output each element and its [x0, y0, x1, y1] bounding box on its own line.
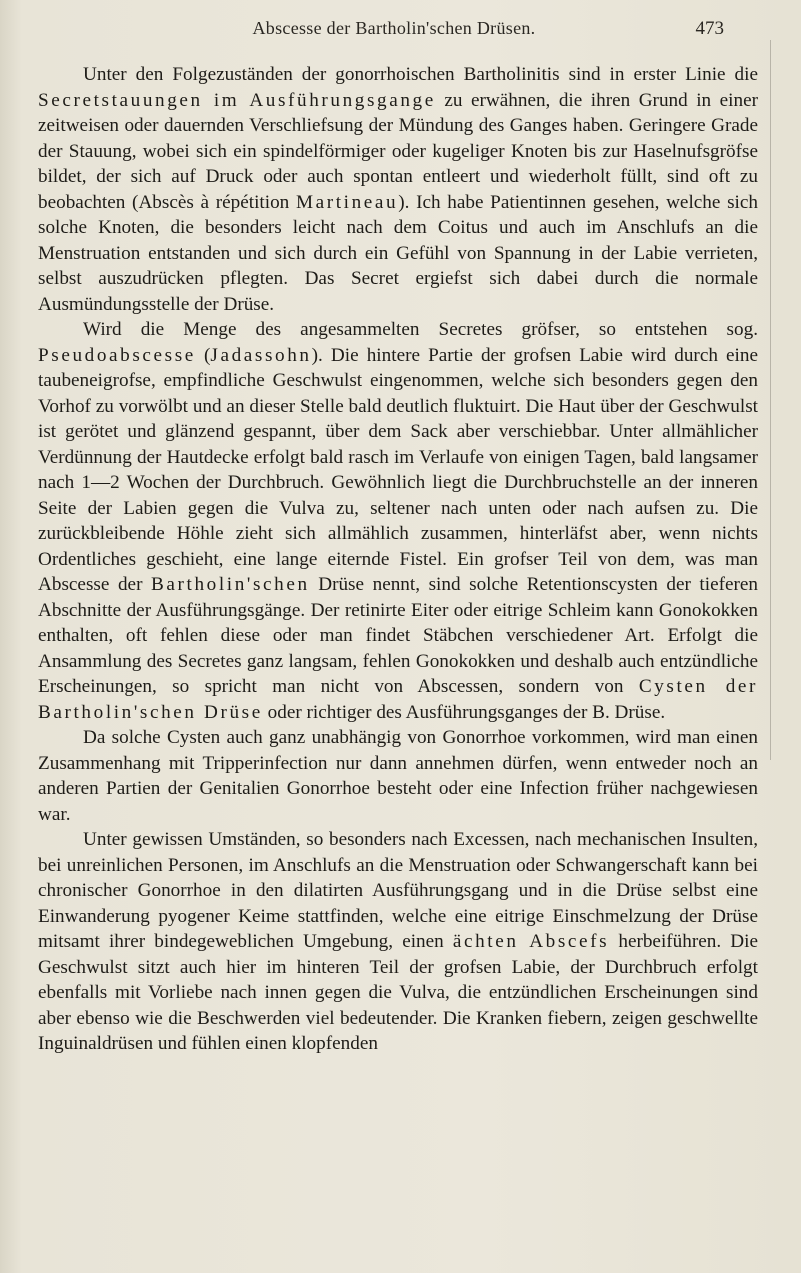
text-run: ). Ich habe Patientinnen gesehen, welche sich solche Knoten, die besonders leicht nach dem Coitus und auch im Anschlufs an die Menstruation entstanden und sich durch ein Gefühl von Spannung in der Labie verrieten, selbst auszudrücken pflegten. Das Secret ergiefst sich dabei durch die normale Ausmündungsstelle der Drüse.: [38, 191, 758, 315]
paragraph-1: [38, 62, 758, 317]
page-edge-line: [770, 40, 771, 760]
text-run: Unter den Folgezuständen der gonorrhoischen Bartholinitis sind in erster Linie die: [83, 64, 758, 85]
paragraph-3: [38, 725, 758, 827]
spaced-term: Cysten der Bartholin'schen Drüse: [38, 676, 758, 723]
paragraph-4: [38, 827, 758, 1057]
spaced-author: Martineau: [295, 191, 399, 213]
page-number: 473: [695, 18, 724, 39]
spaced-term: ächten Abscefs: [452, 931, 610, 952]
running-title: Abscesse der Bartholin'schen Drüsen.: [252, 18, 536, 38]
spaced-term: Pseudoabscesse: [38, 344, 196, 366]
text-run: Wird die Menge des angesammelten Secretes gröfser, so entstehen sog.: [83, 319, 758, 340]
page-header: [64, 12, 724, 42]
spaced-name: Bartholin'schen: [151, 574, 310, 595]
text-run: herbeiführen. Die Geschwulst sitzt auch hier im hinteren Teil der grofsen Labie, der Durchbruch erfolgt ebenfalls mit Vorliebe nach innen gegen die Vulva, die entzündlichen Erscheinungen sind aber ebenso wie die Beschwerden viel bedeutender. Die Kranken fiebern, zeigen geschwellte Inguinaldrüsen und fühlen einen klopfenden: [38, 931, 758, 1054]
text-run: ). Die hintere Partie der grofsen Labie wird durch eine taubeneigrofse, empfindliche Geschwulst eingenommen, welche sich besonders gegen den Vorhof zu vorwölbt und an dieser Stelle bald deutlich fluktuirt. Die Haut über der Geschwulst ist gerötet und glänzend gespannt, über dem Sack aber verschiebbar. Unter allmählicher Verdünnung der Hautdecke erfolgt bald rasch im Verlaufe von einigen Tagen, bald langsamer nach 1—2 Wochen der Durchbruch. Gewöhnlich liegt die Durchbruchstelle an der inneren Seite der Labien gegen die Vulva zu, seltener nach unten oder nach aufsen zu. Die zurückbleibende Höhle zieht sich allmählich zusammen, hinterläfst aber, wenn nichts Ordentliches geschieht, eine lange eiternde Fistel. Ein grofser Teil von dem, was man Abscesse der: [38, 344, 758, 595]
spaced-author: Jadassohn: [210, 344, 312, 366]
text-run: (: [195, 344, 211, 366]
text-run: Drüse nennt, sind solche Retentionscysten der tieferen Abschnitte der Ausführungsgänge. Der retinirte Eiter oder eitrige Schleim kann Gonokokken enthalten, oft fehlen diese oder man findet Stäbchen verschiedener Art. Erfolgt die Ansammlung des Secretes ganz langsam, fehlen Gonokokken und deshalb auch entzündliche Erscheinungen, so spricht man nicht von Abscessen, sondern von: [38, 574, 758, 697]
text-run: zu erwähnen, die ihren Grund in einer zeitweisen oder dauernden Verschliefsung der Mündung des Ganges haben. Geringere Grade der Stauung, wobei sich ein spindelförmiger oder kugeliger Knoten bis zur Haselnufsgröfse bildet, der sich auf Druck oder auch spontan entleert und wiederholt füllt, sind oft zu beobachten (Abscès à répétition: [38, 89, 758, 213]
body-text: [38, 62, 758, 1057]
text-run: oder richtiger des Ausführungsganges der B. Drüse.: [262, 701, 666, 723]
text-run: Unter gewissen Umständen, so besonders nach Excessen, nach mechanischen Insulten, bei unreinlichen Personen, im Anschlufs an die Menstruation oder Schwangerschaft kann bei chronischer Gonorrhoe in den dilatirten Ausführungsgang und in die Drüse selbst eine Einwanderung pyogener Keime stattfinden, welche eine eitrige Einschmelzung der Drüse mitsamt ihrer bindegeweblichen Umgebung, einen: [38, 829, 758, 952]
text-run: Da solche Cysten auch ganz unabhängig von Gonorrhoe vorkommen, wird man einen Zusammenhang mit Tripperinfection nur dann annehmen dürfen, wenn entweder noch an anderen Partien der Genitalien Gonorrhoe besteht oder eine Infection früher nachgewiesen war.: [38, 727, 758, 825]
spaced-term: Secretstauungen im Ausführungsgange: [38, 89, 436, 111]
paragraph-2: [38, 317, 758, 725]
